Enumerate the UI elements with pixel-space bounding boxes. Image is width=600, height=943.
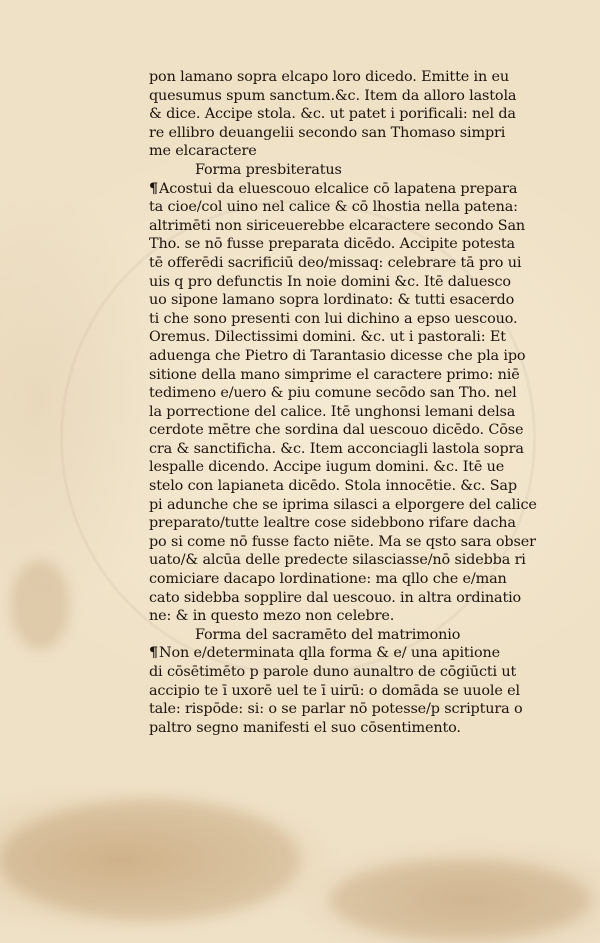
paragraph-mark-icon: ¶ — [149, 179, 159, 197]
text-line: uis q pro defunctis In noie domini &c. Itē daluesco — [149, 273, 511, 290]
paragraph-mark-icon: ¶ — [149, 644, 159, 662]
text-line: lespalle dicendo. Accipe iugum domini. &c. Itē ue — [149, 459, 505, 476]
text-line — [149, 644, 554, 663]
text-line: cerdote mētre che sordina dal uescouo dicēdo. Cōse — [149, 422, 524, 439]
text-line: po si come nō fusse facto niēte. Ma se qsto sara obser — [149, 533, 536, 550]
water-stain — [10, 560, 70, 650]
text-line: re ellibro deuangelii secondo san Thomaso simpri — [149, 124, 506, 141]
text-line-content: Acostui da eluescouo elcalice cō lapatena preparа — [159, 180, 518, 197]
text-line: pon lamano sopra elcapo loro dicedo. Emitte in eu — [149, 69, 509, 85]
section-heading: Forma presbiteratus — [195, 161, 342, 178]
text-line: la porrectione del calice. Itē unghonsi lemani delsa — [149, 403, 516, 420]
text-line: altrimēti non siriceuerebbe elcaractere secondo San — [149, 217, 526, 234]
text-line: cato sidebba sopplire dal uescouo. in altra ordinatio — [149, 589, 522, 606]
text-line: di cōsētimēto p parole duno aunaltro de cōgiūcti ut — [149, 664, 517, 680]
text-line: paltro segno manifesti el suo cōsentimento. — [149, 719, 461, 736]
text-line: uato/& alcūa delle predecte silasciasse/nō sidebba ri — [149, 552, 526, 569]
text-line: ne: & in questo mezo non celebre. — [149, 608, 395, 625]
text-line: ta cioe/col uino nel calice & cō lhostia nella patena: — [149, 199, 518, 216]
water-stain — [330, 860, 590, 940]
text-line: & dice. Accipe stola. &c. ut patet i porificali: nel da — [149, 106, 516, 123]
text-line: Oremus. Dilectissimi domini. &c. ut i pastorali: Et — [149, 329, 506, 346]
text-line: tē offerēdi sacrificiū deo/missaq: celebrare tā pro ui — [149, 254, 522, 271]
water-stain — [0, 800, 300, 920]
text-line: Tho. se nō fusse preparata dicēdo. Accipite potesta — [149, 236, 515, 253]
text-line: me elcaractere — [149, 143, 257, 160]
text-line: comiciare dacapo lordinatione: ma qllo che e/man — [149, 571, 507, 588]
text-line-content: Non e/determinata qlla forma & e/ una apitione — [159, 645, 500, 662]
text-line: accipio te ī uxorē uel te ī uirū: o domāda se uuole el — [149, 682, 520, 699]
text-line: ti che sono presenti con lui dichino a epso uescouo. — [149, 310, 518, 327]
text-line: sitione della mano simprime el caractere primo: niē — [149, 366, 520, 383]
text-line: aduenga che Pietro di Tarantasio dicesse che pla ipo — [149, 347, 526, 364]
section-heading: Forma del sacramēto del matrimonio — [195, 626, 461, 643]
text-line: tedimeno e/uero & piu comune secōdo san Tho. nel — [149, 385, 517, 402]
text-line: preparato/tutte lealtre cose sidebbono rifare dacha — [149, 515, 516, 532]
text-line: pi adunche che se iprima silasci a elporgere del calice — [149, 496, 537, 513]
text-line: quesumus spum sanctum.&c. Item da alloro lastola — [149, 87, 517, 104]
text-line: stelo con lapianeta dicēdo. Stola innocētie. &c. Sap — [149, 478, 517, 495]
text-block — [149, 68, 554, 737]
text-line — [149, 180, 554, 199]
text-line: uo sipone lamano sopra lordinato: & tutti esacerdo — [149, 292, 515, 309]
text-line: tale: rispōde: si: o se parlar nō potesse/p scriptura o — [149, 701, 523, 718]
text-line: cra & sanctificha. &c. Item acconciagli lastola sopra — [149, 440, 524, 457]
